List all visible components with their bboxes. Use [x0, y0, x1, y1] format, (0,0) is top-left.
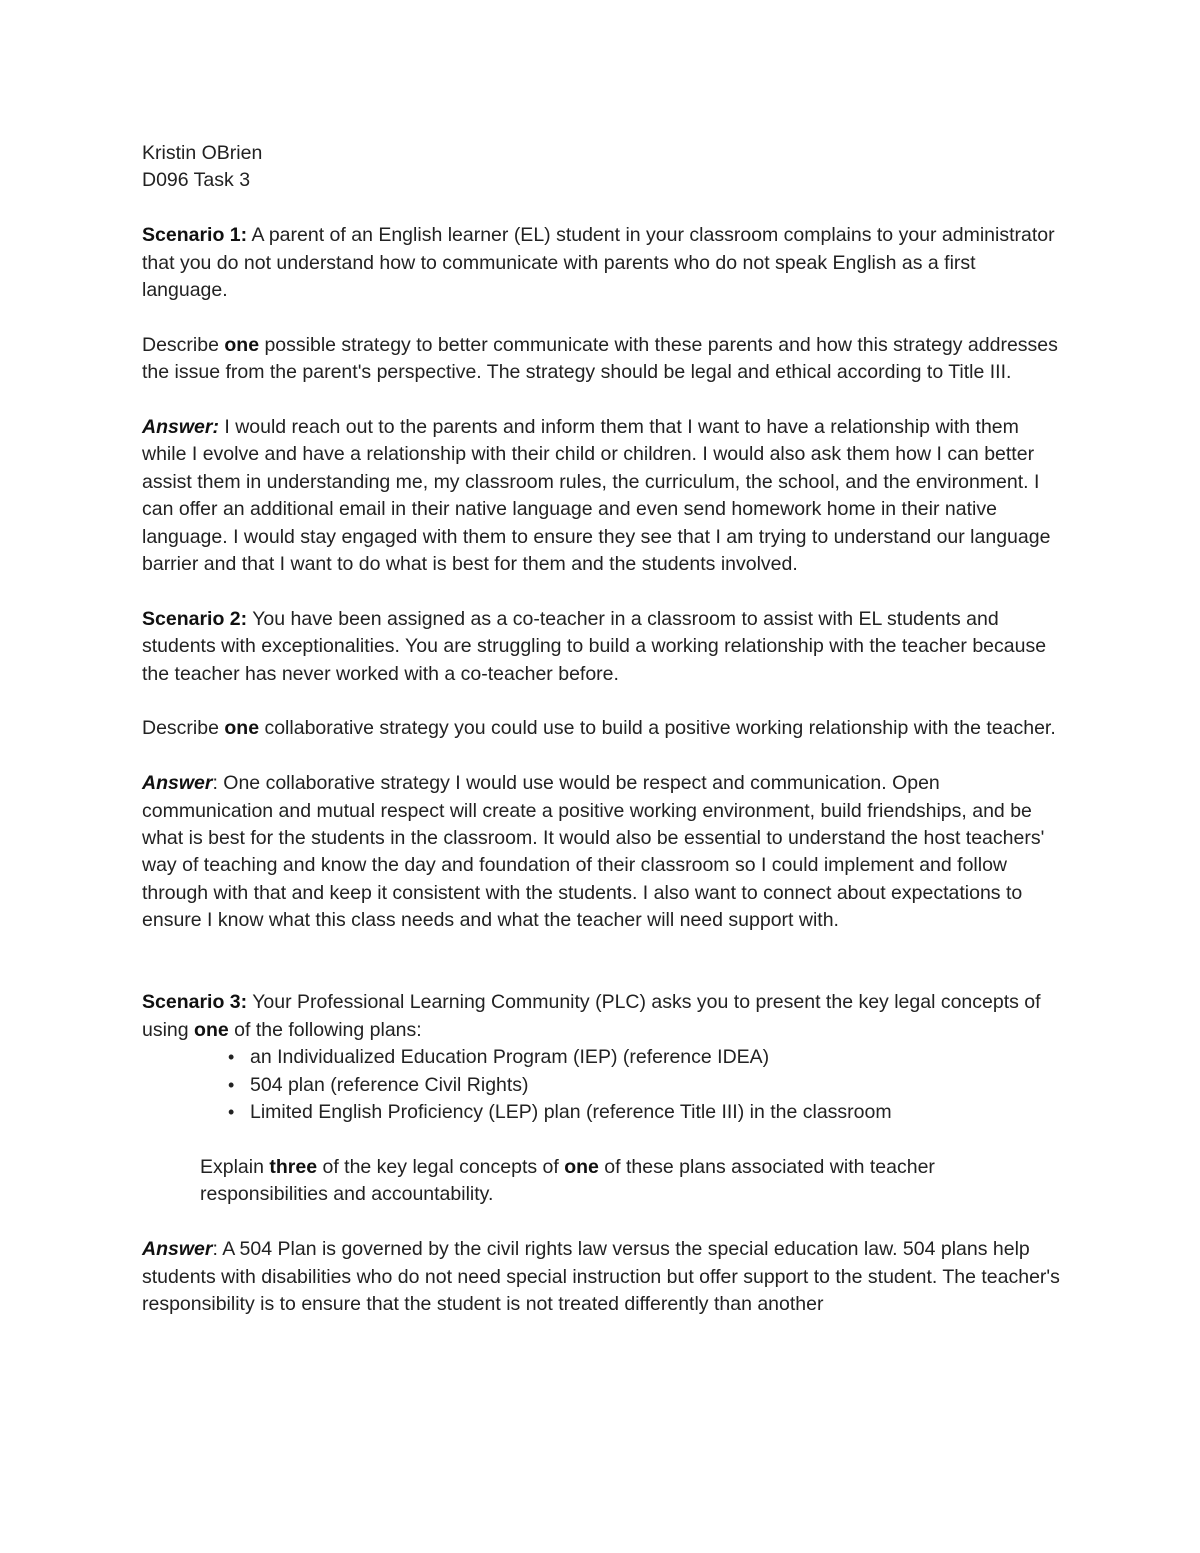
prompt-text: of the key legal concepts of: [317, 1155, 565, 1178]
scenario-2-text: You have been assigned as a co-teacher in a classroom to assist with EL students and students with exceptionalities. You are struggling to build a working relationship with the teacher because the teacher has never worked with a co-teacher before.: [142, 607, 1047, 685]
scenario-1: [142, 222, 1062, 304]
answer-label: Answer: [142, 1238, 213, 1261]
scenario-3-text: Your Professional Learning Community (PLC) asks you to present the key legal concepts of using: [142, 991, 1041, 1041]
scenario-3: [142, 989, 1062, 1044]
prompt-emphasis: one: [224, 717, 260, 740]
prompt-emphasis: one: [564, 1155, 599, 1178]
answer-label: Answer: [142, 772, 213, 795]
scenario-3-prompt: [142, 1154, 1062, 1209]
scenario-1-label: Scenario 1:: [142, 224, 248, 247]
prompt-text: Describe: [142, 333, 225, 356]
plan-item-504: • 504 plan (reference Civil Rights): [142, 1072, 1062, 1099]
plan-item-lep: • Limited English Proficiency (LEP) plan (reference Title III) in the classroom: [142, 1099, 1062, 1126]
prompt-emphasis: one: [224, 333, 260, 356]
scenario-3-emphasis: one: [194, 1018, 229, 1041]
answer-text: I would reach out to the parents and inform them that I want to have a relationship with them while I evolve and have a relationship with their child or children. I would also ask them how I can better assist them in understanding me, my classroom rules, the curriculum, the school, and the environment. I can offer an additional email in their native language and even send homework home in their native language. I would stay engaged with them to ensure they see that I am trying to understand our language barrier and that I want to do what is best for them and the students involved.: [142, 416, 1051, 576]
prompt-text: of these plans associated with teacher responsibilities and accountability.: [200, 1155, 935, 1206]
plan-list: [142, 1044, 1062, 1126]
answer-label: Answer:: [142, 416, 219, 439]
prompt-text: possible strategy to better communicate with these parents and how this strategy addresses the issue from the parent's perspective. The strategy should be legal and ethical according to Title III.: [142, 333, 1058, 384]
scenario-2: [142, 606, 1062, 688]
prompt-text: collaborative strategy you could use to build a positive working relationship with the teacher.: [259, 717, 1056, 740]
prompt-text: Describe: [142, 717, 225, 740]
scenario-1-prompt: [142, 332, 1062, 387]
scenario-2-prompt: [142, 715, 1062, 742]
course-task: D096 Task 3: [142, 169, 251, 192]
prompt-emphasis: three: [269, 1155, 318, 1178]
prompt-text: Explain: [200, 1155, 270, 1178]
scenario-1-text: A parent of an English learner (EL) student in your classroom complains to your administrator that you do not understand how to communicate with parents who do not speak English as a first language.: [142, 224, 1055, 302]
scenario-2-answer: [142, 770, 1062, 934]
scenario-3-text: of the following plans:: [228, 1018, 422, 1041]
answer-text: : One collaborative strategy I would use would be respect and communication. Open communication and mutual respect will create a positive working environment, build friendships, and be what is best for the students in the classroom. It would also be essential to understand the host teachers' way of teaching and know the day and foundation of their classroom so I could implement and follow through with that and keep it consistent with the students. I also want to connect about expectations to ensure I know what this class needs and what the teacher will need support with.: [142, 772, 1045, 932]
author-name: Kristin OBrien: [142, 142, 263, 164]
scenario-2-label: Scenario 2:: [142, 607, 248, 630]
document-body: [142, 140, 1062, 1318]
scenario-3-label: Scenario 3:: [142, 991, 248, 1014]
plan-item-iep: • an Individualized Education Program (IEP) (reference IDEA): [142, 1044, 1062, 1071]
scenario-1-answer: [142, 414, 1062, 578]
scenario-3-answer: [142, 1236, 1062, 1318]
answer-text: : A 504 Plan is governed by the civil rights law versus the special education law. 504 plans help students with disabilities who do not need special instruction but offer support to the student. The teacher's responsibility is to ensure that the student is not treated differently than another: [142, 1238, 1060, 1315]
